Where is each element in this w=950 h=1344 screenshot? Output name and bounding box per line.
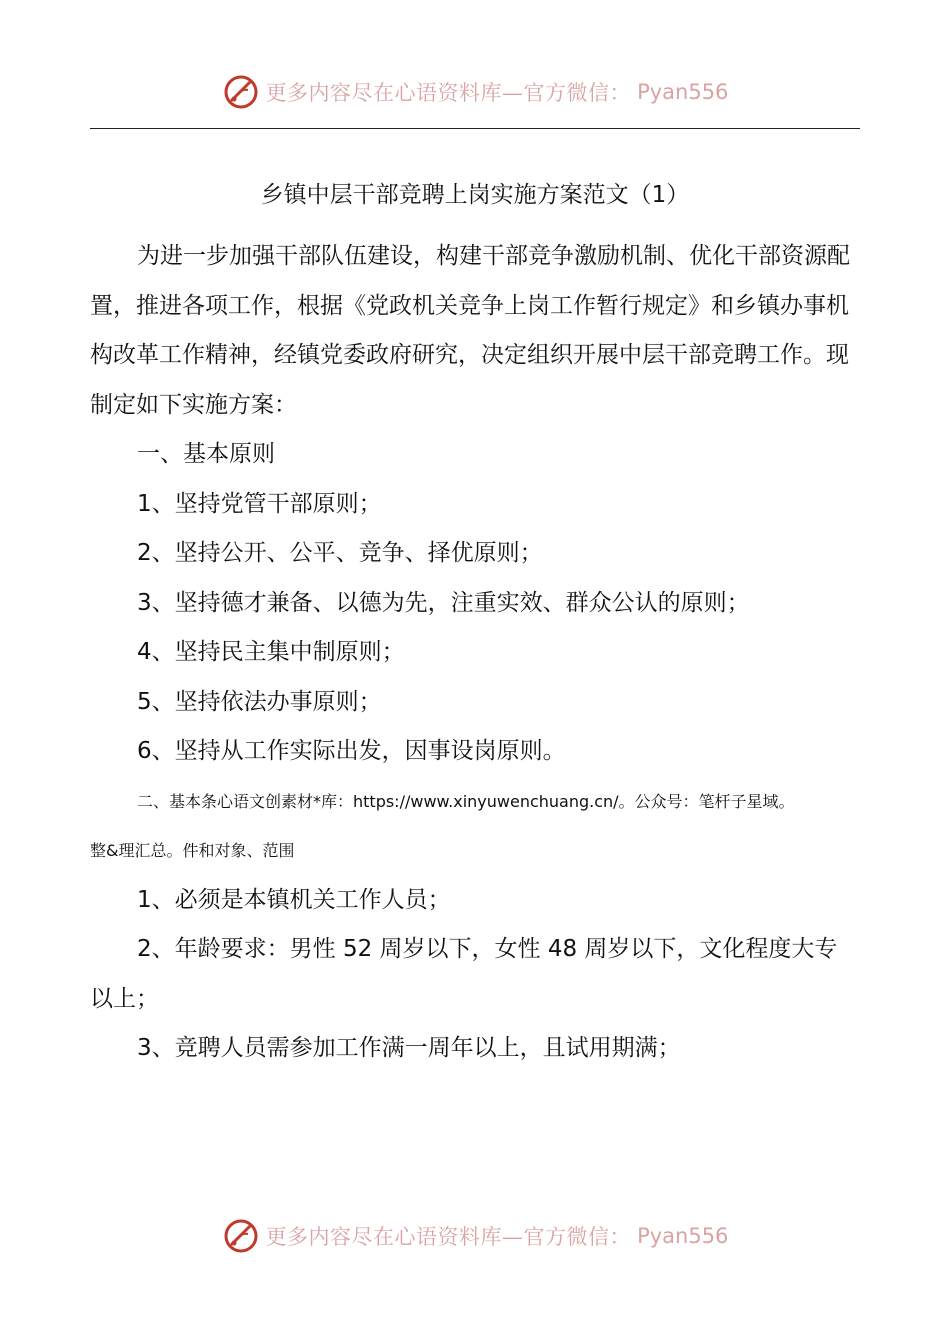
list-item: 4、坚持民主集中制原则； [137, 639, 405, 665]
list-item: 2、年龄要求：男性 52 周岁以下，女性 48 周岁以下，文化程度大专以上； [90, 936, 838, 1012]
list-item: 3、竞聘人员需参加工作满一周年以上，且试用期满； [137, 1035, 681, 1061]
banner-wechat-handle: Pyan556 [637, 1224, 729, 1248]
banner-wechat-handle: Pyan556 [637, 80, 729, 104]
pen-seal-icon [222, 73, 260, 111]
list-item: 2、坚持公开、公平、竞争、择优原则； [137, 540, 543, 566]
list-item: 6、坚持从工作实际出发，因事设岗原则。 [137, 738, 566, 764]
section-heading-continuation: 整&理汇总。件和对象、范围 [90, 841, 295, 860]
list-item: 5、坚持依法办事原则； [137, 688, 382, 715]
section-heading: 一、基本原则 [137, 441, 275, 467]
document-title: 乡镇中层干部竞聘上岗实施方案范文（1） [260, 182, 690, 208]
section-heading-with-insert: 二、基本条心语文创素材*库：https://www.xinyuwenchuang.cn/。公众号：笔杆子星域。 [137, 791, 795, 811]
banner-text: 更多内容尽在心语资料库—官方微信： [265, 81, 632, 105]
pen-seal-icon [222, 1217, 260, 1255]
footer-banner [0, 1214, 950, 1258]
document-body [90, 232, 860, 1074]
intro-paragraph: 为进一步加强干部队伍建设，构建干部竞争激励机制、优化干部资源配置，推进各项工作，根据《党政机关竞争上岗工作暂行规定》和乡镇办事机构改革工作精神，经镇党委政府研究，决定组织开展中层干部竞聘工作。现制定如下实施方案： [90, 243, 850, 418]
list-item: 1、坚持党管干部原则； [137, 490, 382, 517]
header-divider [90, 128, 860, 129]
banner-text: 更多内容尽在心语资料库—官方微信： [265, 1225, 632, 1249]
list-item: 3、坚持德才兼备、以德为先，注重实效、群众公认的原则； [137, 589, 750, 616]
list-item: 1、必须是本镇机关工作人员； [137, 886, 451, 913]
header-banner [0, 70, 950, 114]
